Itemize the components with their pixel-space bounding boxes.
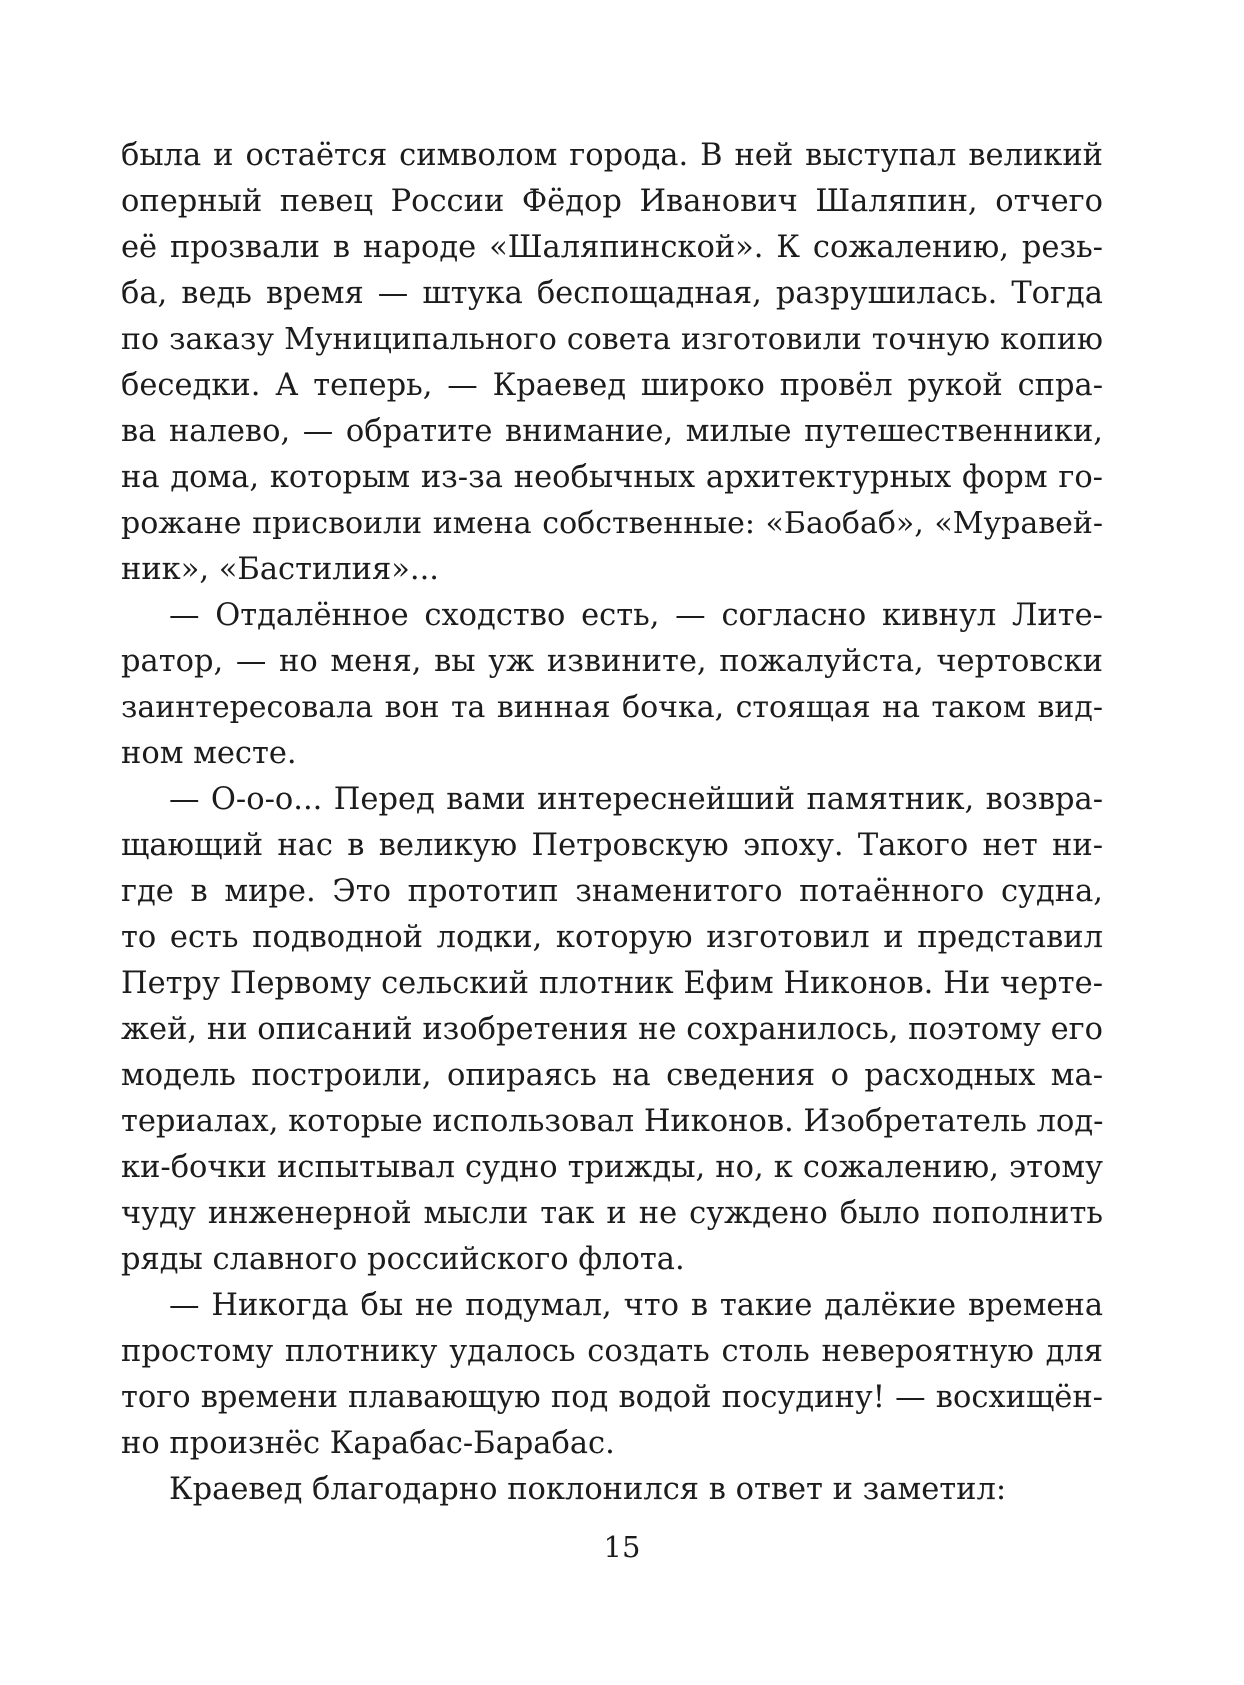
text-line: Петру Первому сельский плотник Ефим Никонов. Ни черте- (121, 966, 1103, 1001)
text-line: её прозвали в народе «Шаляпинской». К сожалению, резь- (121, 230, 1103, 265)
text-line: была и остаётся символом города. В ней выступал великий (121, 138, 1103, 173)
text-line: но произнёс Карабас-Барабас. (121, 1426, 615, 1461)
text-line: ряды славного российского флота. (121, 1242, 685, 1277)
text-line: териалах, которые использовал Никонов. Изобретатель лод- (121, 1104, 1104, 1139)
text-line: Краевед благодарно поклонился в ответ и заметил: (169, 1472, 1007, 1507)
text-line: простому плотнику удалось создать столь невероятную для (121, 1334, 1103, 1369)
text-line: — Никогда бы не подумал, что в такие далёкие времена (169, 1288, 1103, 1323)
paragraph (121, 777, 1103, 1283)
text-line: то есть подводной лодки, которую изготовил и представил (121, 920, 1103, 955)
paragraph (121, 593, 1103, 777)
text-line: ки-бочки испытывал судно трижды, но, к сожалению, этому (121, 1150, 1103, 1185)
text-line: где в мире. Это прототип знаменитого потаённого судна, (121, 874, 1103, 909)
text-line: ратор, — но меня, вы уж извините, пожалуйста, чертовски (121, 644, 1103, 679)
text-line: жей, ни описаний изобретения не сохранилось, поэтому его (121, 1012, 1103, 1047)
text-line: модель построили, опираясь на сведения о расходных ма- (121, 1058, 1103, 1093)
paragraph (121, 1467, 1103, 1513)
text-line: по заказу Муниципального совета изготовили точную копию (121, 322, 1103, 357)
text-line: — Отдалённое сходство есть, — согласно кивнул Лите- (169, 598, 1103, 633)
text-line: ник», «Бастилия»... (121, 552, 440, 587)
paragraph (121, 1283, 1103, 1467)
text-line: заинтересовала вон та винная бочка, стоящая на таком вид- (121, 690, 1103, 725)
text-line: чуду инженерной мысли так и не суждено было пополнить (121, 1196, 1103, 1231)
text-line: — О-о-о... Перед вами интереснейший памятник, возвра- (169, 782, 1103, 817)
text-line: оперный певец России Фёдор Иванович Шаляпин, отчего (121, 184, 1103, 219)
text-line: того времени плавающую под водой посудину! — восхищён- (121, 1380, 1103, 1415)
text-line: беседки. А теперь, — Краевед широко провёл рукой спра- (121, 368, 1103, 403)
paragraph (121, 133, 1103, 593)
text-line: рожане присвоили имена собственные: «Баобаб», «Муравей- (121, 506, 1103, 541)
text-line: на дома, которым из-за необычных архитектурных форм го- (121, 460, 1103, 495)
text-line: ба, ведь время — штука беспощадная, разрушилась. Тогда (121, 276, 1103, 311)
text-line: щающий нас в великую Петровскую эпоху. Такого нет ни- (121, 828, 1103, 863)
text-line: ва налево, — обратите внимание, милые путешественники, (121, 414, 1103, 449)
body-text (121, 133, 1103, 1513)
page-number: 15 (603, 1530, 641, 1564)
text-line: ном месте. (121, 736, 297, 771)
